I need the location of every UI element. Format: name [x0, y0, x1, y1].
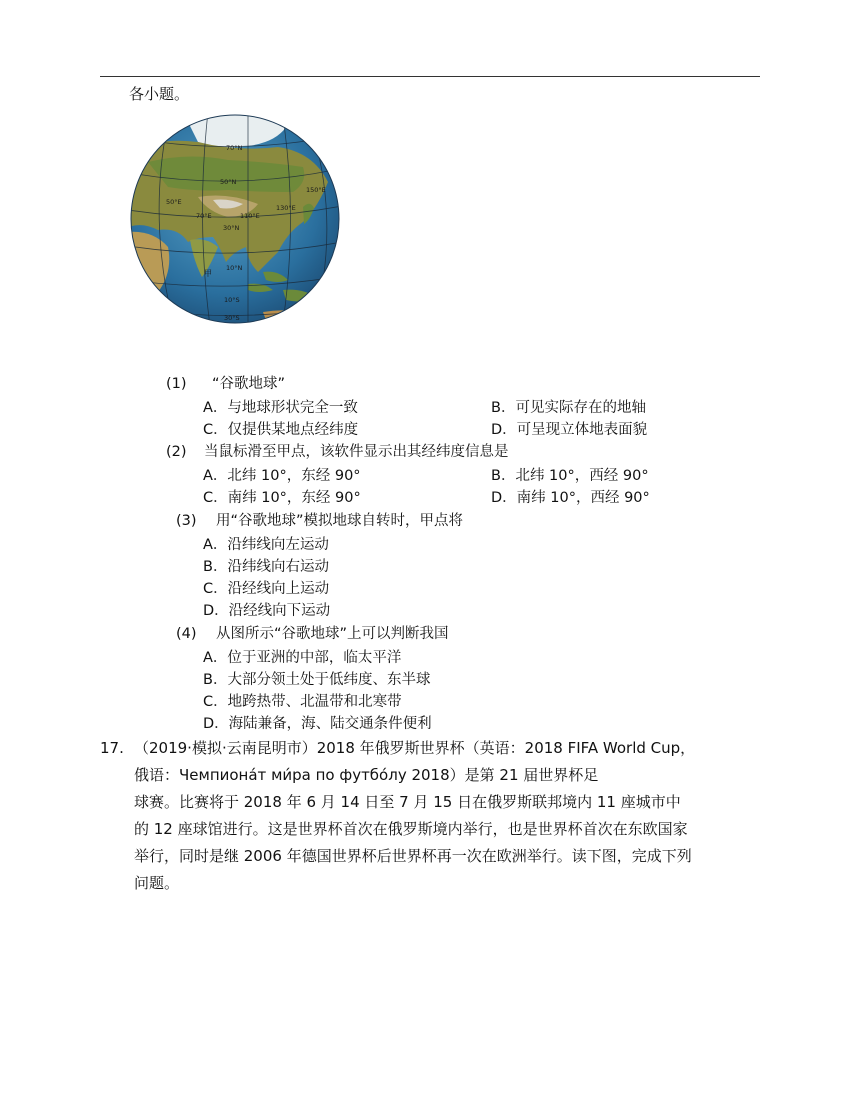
q1-option-c: C．仅提供某地点经纬度: [203, 422, 359, 438]
question-1-stem: “谷歌地球”: [212, 376, 286, 392]
question-4-number: (4): [176, 626, 197, 642]
q2-option-c: C．南纬 10°，东经 90°: [203, 490, 361, 506]
q17-line-1: （2019·模拟·云南昆明市）2018 年俄罗斯世界杯（英语：2018 FIFA World Cup，: [134, 739, 696, 757]
question-3-stem: 用“谷歌地球”模拟地球自转时，甲点将: [216, 513, 464, 529]
question-2-stem: 当鼠标滑至甲点，该软件显示出其经纬度信息是: [204, 444, 509, 460]
q17-line-6: 问题。: [134, 874, 180, 892]
q17-line-3: 球赛。比赛将于 2018 年 6 月 14 日至 7 月 15 日在俄罗斯联邦境内 11 座城市中: [134, 793, 681, 811]
svg-text:甲: 甲: [204, 269, 212, 278]
q3-option-a: A．沿纬线向左运动: [203, 537, 329, 553]
question-17-number: 17.: [100, 739, 124, 757]
svg-text:50°N: 50°N: [220, 178, 237, 186]
q3-option-b: B．沿纬线向右运动: [203, 559, 329, 575]
question-3-number: (3): [176, 513, 197, 529]
q4-option-b: B．大部分领土处于低纬度、东半球: [203, 672, 431, 688]
svg-text:10°N: 10°N: [226, 264, 243, 272]
q3-option-d: D．沿经线向下运动: [203, 603, 331, 619]
question-2-number: (2): [166, 444, 187, 460]
q4-option-c: C．地跨热带、北温带和北寒带: [203, 694, 402, 710]
svg-text:150°E: 150°E: [306, 186, 326, 194]
svg-text:70°N: 70°N: [226, 144, 243, 152]
question-1-number: (1): [166, 376, 187, 392]
intro-text: 各小题。: [129, 85, 190, 103]
svg-text:30°S: 30°S: [224, 314, 240, 322]
globe-image: [128, 112, 342, 326]
q4-option-d: D．海陆兼备，海、陆交通条件便利: [203, 716, 432, 732]
svg-text:130°E: 130°E: [276, 204, 296, 212]
q1-option-d: D．可呈现立体地表面貌: [491, 422, 648, 438]
q17-line-5: 举行，同时是继 2006 年德国世界杯后世界杯再一次在欧洲举行。读下图，完成下列: [134, 847, 692, 865]
svg-text:10°S: 10°S: [224, 296, 240, 304]
question-4-stem: 从图所示“谷歌地球”上可以判断我国: [216, 626, 449, 642]
q2-option-d: D．南纬 10°，西经 90°: [491, 490, 650, 506]
q4-option-a: A．位于亚洲的中部，临太平洋: [203, 650, 402, 666]
svg-text:50°E: 50°E: [166, 198, 182, 206]
header-rule: [100, 76, 760, 77]
q1-option-b: B．可见实际存在的地轴: [491, 400, 646, 416]
q3-option-c: C．沿经线向上运动: [203, 581, 330, 597]
svg-text:30°N: 30°N: [223, 224, 240, 232]
q2-option-b: B．北纬 10°，西经 90°: [491, 468, 649, 484]
q17-line-2: 俄语：Чемпиона́т ми́ра по футбо́лу 2018）是第 21 届世界杯足: [134, 766, 599, 784]
q2-option-a: A．北纬 10°，东经 90°: [203, 468, 361, 484]
q17-line-4: 的 12 座球馆进行。这是世界杯首次在俄罗斯境内举行，也是世界杯首次在东欧国家: [134, 820, 688, 838]
q1-option-a: A．与地球形状完全一致: [203, 400, 358, 416]
svg-text:70°E: 70°E: [196, 212, 212, 220]
svg-text:110°E: 110°E: [240, 212, 260, 220]
